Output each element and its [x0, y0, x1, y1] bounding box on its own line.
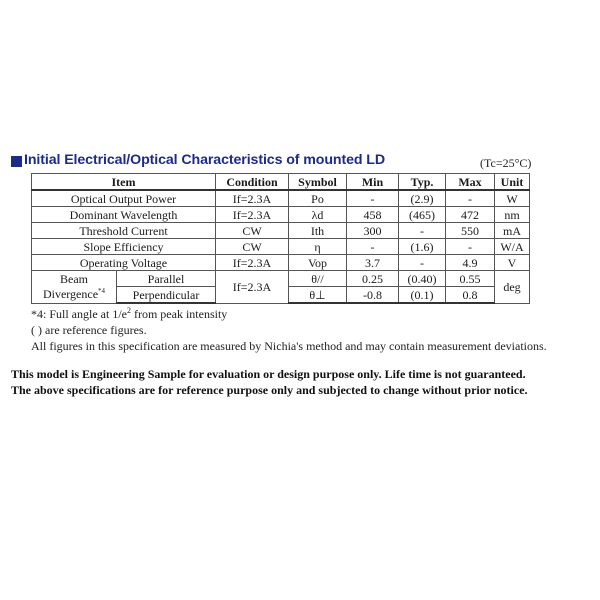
footnote-4: [31, 306, 547, 322]
row-unit: V: [495, 255, 530, 271]
row-min: -: [347, 239, 399, 255]
row-item: Slope Efficiency: [32, 239, 216, 255]
header-condition: Condition: [216, 174, 289, 191]
row-typ: (0.1): [399, 287, 446, 304]
row-unit: nm: [495, 207, 530, 223]
row-max: -: [446, 239, 495, 255]
table-row: [32, 255, 530, 271]
row-max: 0.8: [446, 287, 495, 304]
footnote-4-text-end: from peak intensity: [130, 307, 228, 321]
row-min: 0.25: [347, 271, 399, 287]
header-max: Max: [446, 174, 495, 191]
header-unit: Unit: [495, 174, 530, 191]
footnote-4-text: *4: Full angle at 1/e: [31, 307, 127, 321]
row-condition: If=2.3A: [216, 207, 289, 223]
characteristics-table: [31, 173, 530, 304]
row-item: Optical Output Power: [32, 190, 216, 207]
row-min: -0.8: [347, 287, 399, 304]
table-row: [32, 239, 530, 255]
header-min: Min: [347, 174, 399, 191]
row-symbol: Vop: [289, 255, 347, 271]
beam-sub-perpendicular: Perpendicular: [117, 287, 216, 304]
beam-unit: deg: [495, 271, 530, 304]
row-symbol: λd: [289, 207, 347, 223]
row-unit: W: [495, 190, 530, 207]
footnotes: [31, 306, 547, 354]
row-max: -: [446, 190, 495, 207]
footnote-4-exponent: 2: [126, 306, 131, 315]
row-min: 3.7: [347, 255, 399, 271]
beam-divergence-label: [32, 271, 117, 304]
beam-label-line2: Divergence: [42, 286, 99, 301]
warning-line-2: The above specifications are for reference purpose only and subjected to change without prior notice.: [11, 383, 528, 397]
row-typ: -: [399, 255, 446, 271]
beam-footnote-ref: *4: [98, 286, 106, 295]
row-typ: -: [399, 223, 446, 239]
table-row: [32, 207, 530, 223]
beam-condition: If=2.3A: [216, 271, 289, 304]
engineering-sample-warning: [11, 366, 528, 398]
row-condition: CW: [216, 223, 289, 239]
row-max: 4.9: [446, 255, 495, 271]
row-min: -: [347, 190, 399, 207]
table-row-beam-parallel: [32, 271, 530, 287]
table-row: [32, 223, 530, 239]
table-row: [32, 190, 530, 207]
header-symbol: Symbol: [289, 174, 347, 191]
footnote-reference: ( ) are reference figures.: [31, 323, 147, 337]
row-max: 550: [446, 223, 495, 239]
row-typ: (1.6): [399, 239, 446, 255]
section-title-text: Initial Electrical/Optical Characteristics of mounted LD: [24, 152, 386, 168]
beam-sub-parallel: Parallel: [117, 271, 216, 287]
header-item: Item: [32, 174, 216, 191]
row-condition: If=2.3A: [216, 255, 289, 271]
row-condition: CW: [216, 239, 289, 255]
row-unit: W/A: [495, 239, 530, 255]
row-typ: (0.40): [399, 271, 446, 287]
row-max: 0.55: [446, 271, 495, 287]
beam-label-line1: Beam: [60, 271, 88, 286]
row-symbol: Ith: [289, 223, 347, 239]
row-item: Operating Voltage: [32, 255, 216, 271]
row-typ: (465): [399, 207, 446, 223]
row-item: Threshold Current: [32, 223, 216, 239]
table-header-row: [32, 174, 530, 191]
row-unit: mA: [495, 223, 530, 239]
square-bullet-icon: [11, 156, 22, 167]
row-typ: (2.9): [399, 190, 446, 207]
header-typ: Typ.: [399, 174, 446, 191]
row-symbol: θ⊥: [289, 287, 347, 304]
row-min: 300: [347, 223, 399, 239]
warning-line-1: This model is Engineering Sample for evaluation or design purpose only. Life time is not guaranteed.: [11, 367, 526, 381]
row-condition: If=2.3A: [216, 190, 289, 207]
temperature-condition: (Tc=25°C): [480, 156, 532, 170]
row-symbol: θ//: [289, 271, 347, 287]
row-symbol: Po: [289, 190, 347, 207]
section-title: [11, 152, 596, 172]
row-min: 458: [347, 207, 399, 223]
footnote-measurement: All figures in this specification are measured by Nichia's method and may contain measurement deviations.: [31, 339, 547, 353]
row-max: 472: [446, 207, 495, 223]
row-symbol: η: [289, 239, 347, 255]
row-item: Dominant Wavelength: [32, 207, 216, 223]
